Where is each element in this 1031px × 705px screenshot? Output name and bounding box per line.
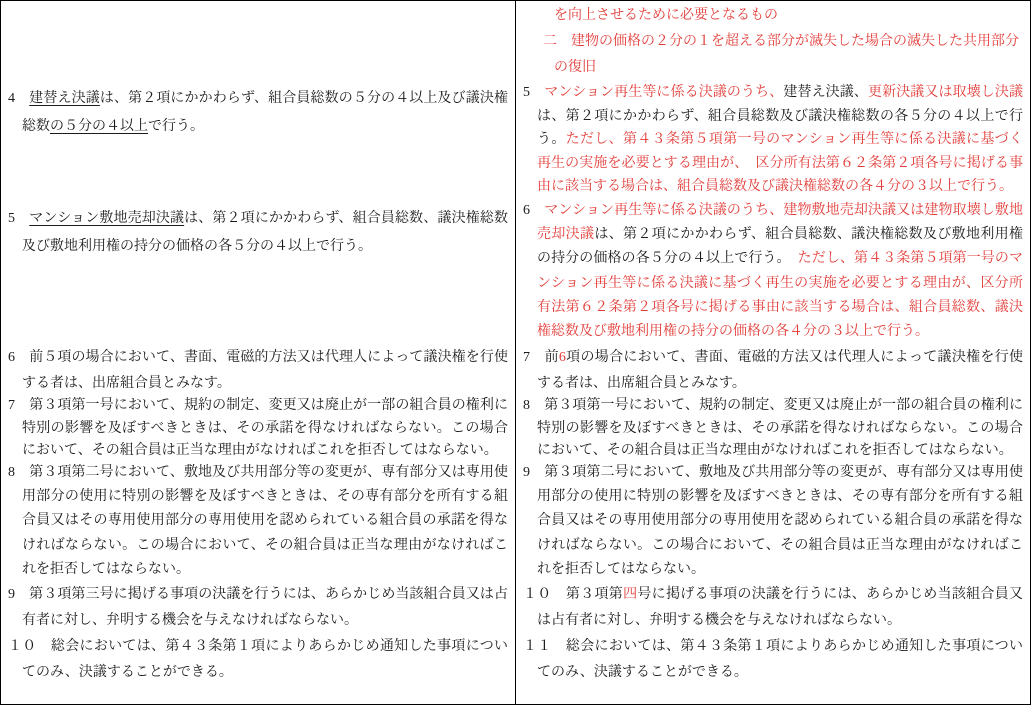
inserted-line: 二 建物の価格の２分の１を超える部分が滅失した場合の滅失した共用部分 (543, 34, 1019, 49)
clause-number: 8 (523, 398, 545, 413)
clause-r5 (523, 81, 1023, 199)
text-segment: 第３項第三号に掲げる事項の決議を行うには、あらかじめ当該組合員又は占有者に対し、弁明する機会を与えなければならない。 (22, 587, 508, 628)
clause-number: 5 (523, 85, 545, 100)
clause-number: １１ (523, 639, 566, 654)
text-segment: 建替え決議、 (783, 85, 868, 100)
text-segment: は、第２項にかかわらず、組合員総数、議決権総数及び敷地利用権の持分の価格の各５分の４以上で行う。 (537, 227, 1024, 267)
inserted-line: を向上させるために必要となるもの (554, 8, 778, 23)
inserted-line: の復旧 (554, 60, 596, 75)
clause-number: 9 (8, 587, 30, 602)
text-segment: 総会においては、第４３条第１項によりあらかじめ通知した事項についてのみ、決議することができる。 (22, 639, 509, 680)
clause-l6 (8, 345, 508, 396)
clause-r9 (523, 461, 1023, 582)
clause-number: 4 (8, 91, 30, 106)
text-segment: は、第２項にかかわらず、組合員総数及び議決権総数の各５分の４以上で行う。 (537, 108, 1023, 147)
underlined-text: の５分の４以上 (50, 118, 148, 134)
text-segment: 第３項第一号において、規約の制定、変更又は廃止が一部の組合員の権利に特別の影響を及ぼすべきときは、その承諾を得なければならない。この場合において、その組合員は正当な理由がなければこれを拒否してはならない。 (537, 398, 1023, 458)
inserted-text: 6 (558, 350, 566, 365)
clause-number: 6 (523, 203, 545, 218)
clause-l8 (8, 461, 508, 582)
text-segment: 号に掲げる事項の決議を行うには、あらかじめ当該組合員又は占有者に対し、弁明する機会を与えなければならない。 (537, 587, 1024, 628)
clause-number: 7 (523, 350, 545, 365)
text-segment: で行う。 (148, 118, 204, 134)
clause-number: 9 (523, 465, 545, 480)
clause-r6 (523, 199, 1023, 344)
inserted-text: 四 (623, 587, 638, 602)
clause-l9 (8, 582, 508, 634)
inserted-text: マンション再生等に係る決議のうち、 (544, 85, 784, 100)
clause-number: 5 (8, 211, 30, 226)
clause-rc (523, 3, 1023, 81)
inserted-text: マンション再生等に係る決議のうち、建物敷地売却決議又は建物取壊し敷地売却決議 (537, 203, 1024, 243)
clause-l4 (8, 85, 508, 140)
clause-number: １０ (523, 587, 566, 602)
column-new-text (516, 1, 1030, 704)
inserted-text: ただし、第４３条第５項第一号のマンション再生等に係る決議に基づく再生の実施を必要とする理由が、区分所有法第６２条第２項各号に掲げる事由に該当する場合は、組合員総数、議決権総数及び敷地利用権の持分の価格の各４分の３以上で行う。 (537, 251, 1024, 340)
text-segment: 前 (544, 350, 559, 365)
clause-r8 (523, 395, 1023, 463)
text-segment: 第３項第二号において、敷地及び共用部分等の変更が、専有部分又は専用使用部分の使用に特別の影響を及ぼすべきときは、その専有部分を所有する組合員又はその専用使用部分の専用使用を認められている組合員の承諾を得なければならない。この場合において、その組合員は正当な理由がなければこれを拒否してはならない。 (22, 465, 508, 577)
text-segment: 第３項第二号において、敷地及び共用部分等の変更が、専有部分又は専用使用部分の使用に特別の影響を及ぼすべきときは、その専有部分を所有する組合員又はその専用使用部分の専用使用を認められている組合員の承諾を得なければならない。この場合において、その組合員は正当な理由がなければこれを拒否してはならない。 (537, 465, 1023, 577)
text-segment: 総会においては、第４３条第１項によりあらかじめ通知した事項についてのみ、決議することができる。 (537, 639, 1024, 680)
text-segment: 第３項第 (565, 587, 624, 602)
underlined-text: 建替え決議 (29, 91, 100, 106)
text-segment: は、第２項にかかわらず、組合員総数の５分の４以上及び議決権総数 (22, 91, 509, 134)
clause-r7 (523, 345, 1023, 396)
clause-r10 (523, 582, 1023, 634)
underlined-text: マンション敷地売却決議 (29, 211, 185, 226)
clause-l5 (8, 205, 508, 260)
clause-r11 (523, 634, 1023, 686)
clause-l10 (8, 634, 508, 686)
inserted-text: 更新決議又は取壊し決議 (867, 85, 1024, 100)
text-segment: 前５項の場合において、書面、電磁的方法又は代理人によって議決権を行使する者は、出席組合員とみなす。 (22, 350, 508, 391)
clause-l7 (8, 395, 508, 463)
text-segment: 第３項第一号において、規約の制定、変更又は廃止が一部の組合員の権利に特別の影響を及ぼすべきときは、その承諾を得なければならない。この場合において、その組合員は正当な理由がなければこれを拒否してはならない。 (22, 398, 508, 458)
clause-number: 7 (8, 398, 30, 413)
clause-number: １０ (8, 639, 51, 654)
clause-number: 8 (8, 465, 30, 480)
text-segment: は、第２項にかかわらず、組合員総数、議決権総数及び敷地利用権の持分の価格の各５分の４以上で行う。 (22, 211, 508, 254)
inserted-text: ただし、第４３条第５項第一号のマンション再生等に係る決議に基づく再生の実施を必要とする理由が、 区分所有法第６２条第２項各号に掲げる事由に該当する場合は、組合員総数及び議決権総数の各４分の３以上で行う。 (537, 132, 1024, 194)
text-segment: 項の場合において、書面、電磁的方法又は代理人によって議決権を行使する者は、出席組合員とみなす。 (537, 350, 1024, 391)
column-old-text (1, 1, 516, 704)
clause-number: 6 (8, 350, 30, 365)
